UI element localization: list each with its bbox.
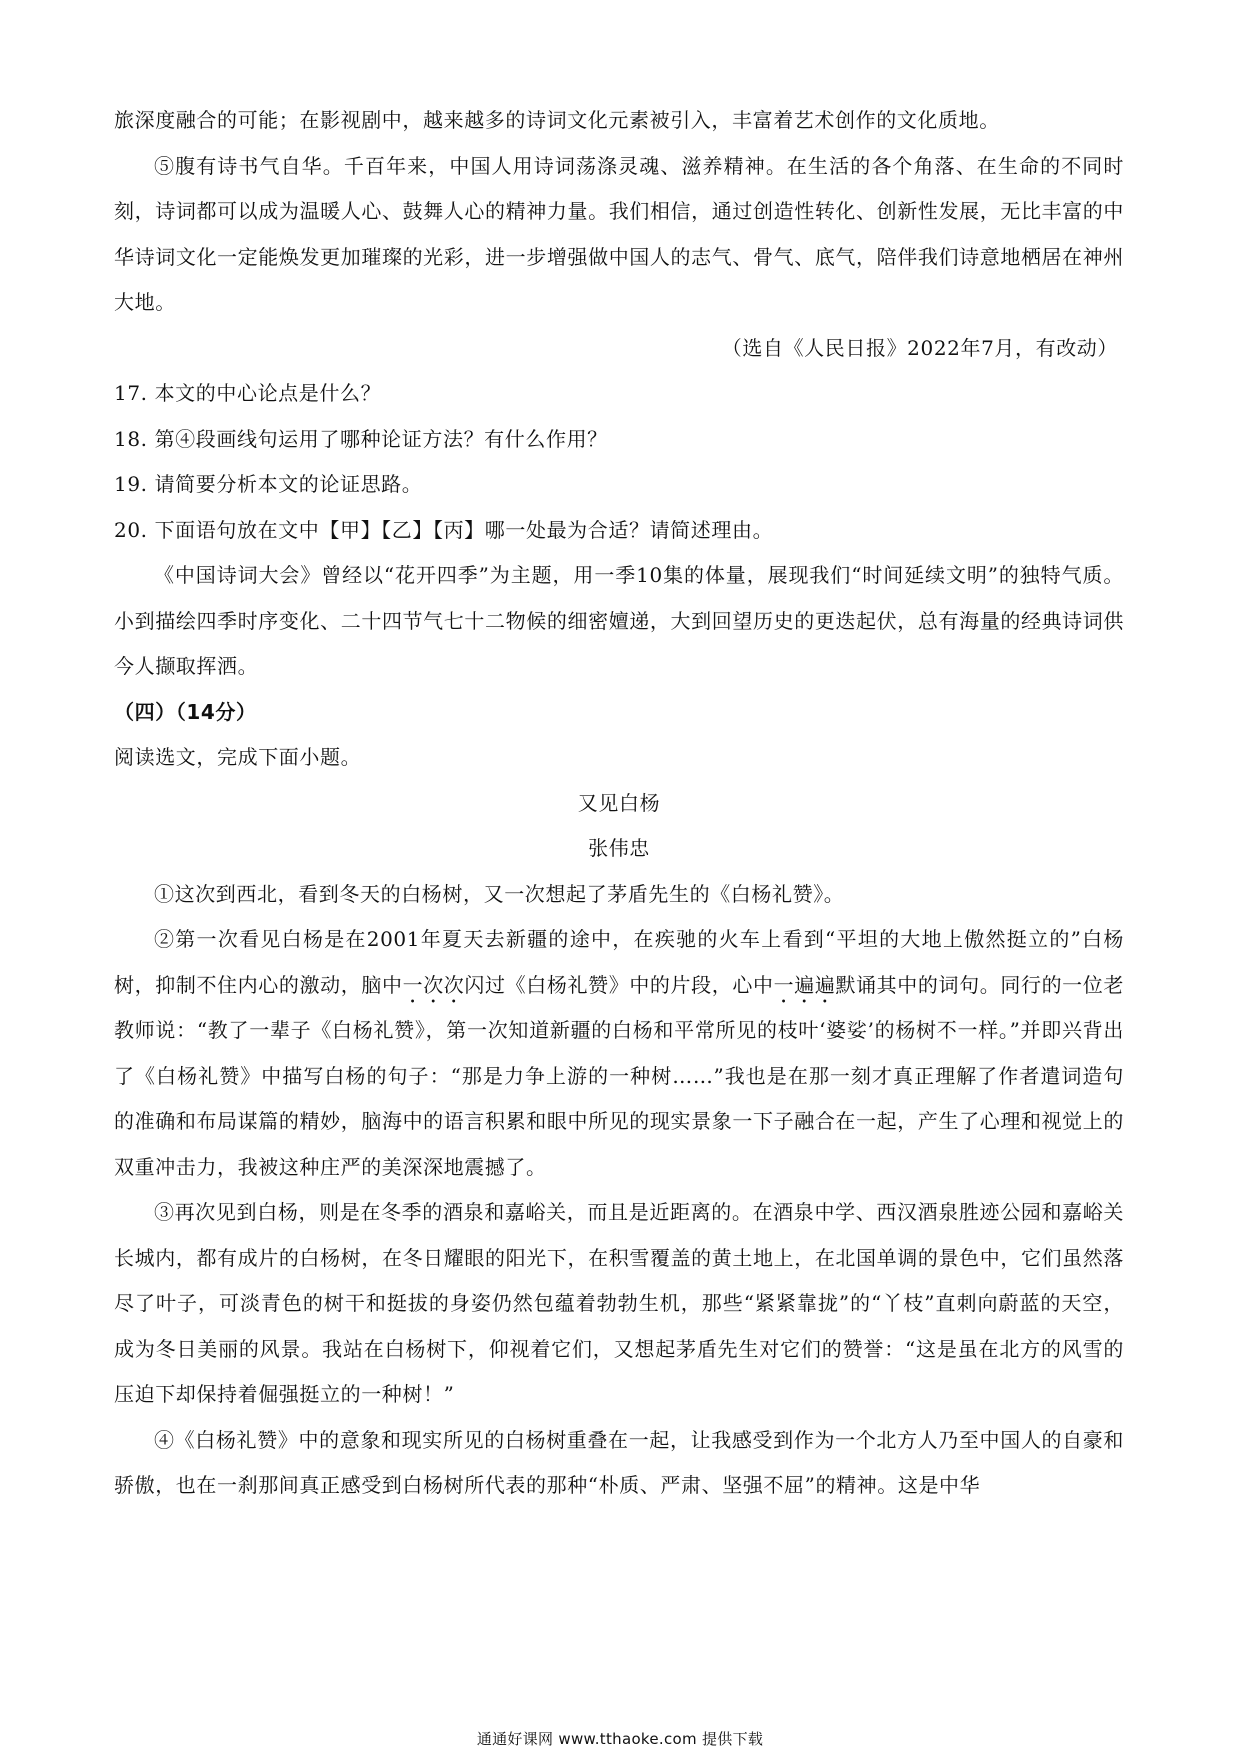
paragraph-2-part-c: 默诵其中的词句。同行的一位老教师说：“教了一辈子《白杨礼赞》，第一次知道新疆的白杨和平常所见的枝叶‘婆娑’的杨树不一样。”并即兴背出了《白杨礼赞》中描写白杨的句子：“那是力争上游的一种树……”我也是在那一刻才真正理解了作者遣词造句的准确和布局谋篇的精妙，脑海中的语言积累和眼中所见的现实景象一下子融合在一起，产生了心理和视觉上的双重冲击力，我被这种庄严的美深深地震撼了。 (114, 972, 1125, 1179)
paragraph-3: ③再次见到白杨，则是在冬季的酒泉和嘉峪关，而且是近距离的。在酒泉中学、西汉酒泉胜迹公园和嘉峪关长城内，都有成片的白杨树，在冬日耀眼的阳光下，在积雪覆盖的黄土地上，在北国单调的景色中，它们虽然落尽了叶子，可淡青色的树干和挺拔的身姿仍然包蕴着勃勃生机，那些“紧紧靠拢”的“丫枝”直刺向蔚蓝的天空，成为冬日美丽的风景。我站在白杨树下，仰视着它们，又想起茅盾先生对它们的赞誉：“这是虽在北方的风雪的压迫下却保持着倔强挺立的一种树！” (114, 1200, 1124, 1406)
paragraph-2 (114, 917, 1124, 1190)
question-19: 19. 请简要分析本文的论证思路。 (114, 472, 423, 496)
question-20: 20. 下面语句放在文中【甲】【乙】【丙】哪一处最为合适？请简述理由。 (114, 517, 774, 542)
emphasis-dotted-word-1: 一次次 (402, 972, 465, 997)
article-source: （选自《人民日报》2022年7月，有改动） (721, 335, 1118, 360)
paragraph-1: ①这次到西北，看到冬天的白杨树，又一次想起了茅盾先生的《白杨礼赞》。 (154, 881, 845, 906)
section-heading: （四）（14分） (114, 699, 257, 724)
article-paragraph-5: ⑤腹有诗书气自华。千百年来，中国人用诗词荡涤灵魂、滋养精神。在生活的各个角落、在生命的不同时刻，诗词都可以成为温暖人心、鼓舞人心的精神力量。我们相信，通过创造性转化、创新性发展，无比丰富的中华诗词文化一定能焕发更加璀璨的光彩，进一步增强做中国人的志气、骨气、底气，陪伴我们诗意地栖居在神州大地。 (114, 153, 1124, 314)
article-author: 张伟忠 (588, 836, 650, 860)
section-instruction: 阅读选文，完成下面小题。 (114, 745, 362, 769)
emphasis-dotted-word-2: 一遍遍 (773, 972, 836, 997)
question-18: 18. 第④段画线句运用了哪种论证方法？有什么作用？ (114, 426, 608, 451)
paragraph-4: ④《白杨礼赞》中的意象和现实所见的白杨树重叠在一起，让我感受到作为一个北方人乃至中国人的自豪和骄傲，也在一刹那间真正感受到白杨树所代表的那种“朴质、严肃、坚强不屈”的精神。这是中华 (114, 1427, 1124, 1497)
insert-passage: 《中国诗词大会》曾经以“花开四季”为主题，用一季10集的体量，展现我们“时间延续文明”的独特气质。小到描绘四季时序变化、二十四节气七十二物候的细密嬗递，大到回望历史的更迭起伏，总有海量的经典诗词供今人撷取挥洒。 (114, 563, 1124, 678)
paragraph-2-part-a: ②第一次看见白杨是在2001年夏天去新疆的途中，在疾驰的火车上看到“平坦的大地上傲然挺立的”白杨树，抑制不住内心的激动，脑中 (114, 927, 1124, 997)
page-footer: 通通好课网 www.tthaoke.com 提供下载 (476, 1730, 764, 1748)
page-content (114, 98, 1124, 1509)
article-paragraph-continued: 旅深度融合的可能；在影视剧中，越来越多的诗词文化元素被引入，丰富着艺术创作的文化质地。 (114, 108, 1000, 132)
article-title: 又见白杨 (577, 790, 661, 815)
question-17: 17. 本文的中心论点是什么？ (114, 381, 382, 405)
paragraph-2-part-b: 闪过《白杨礼赞》中的片段，心中 (464, 972, 774, 997)
